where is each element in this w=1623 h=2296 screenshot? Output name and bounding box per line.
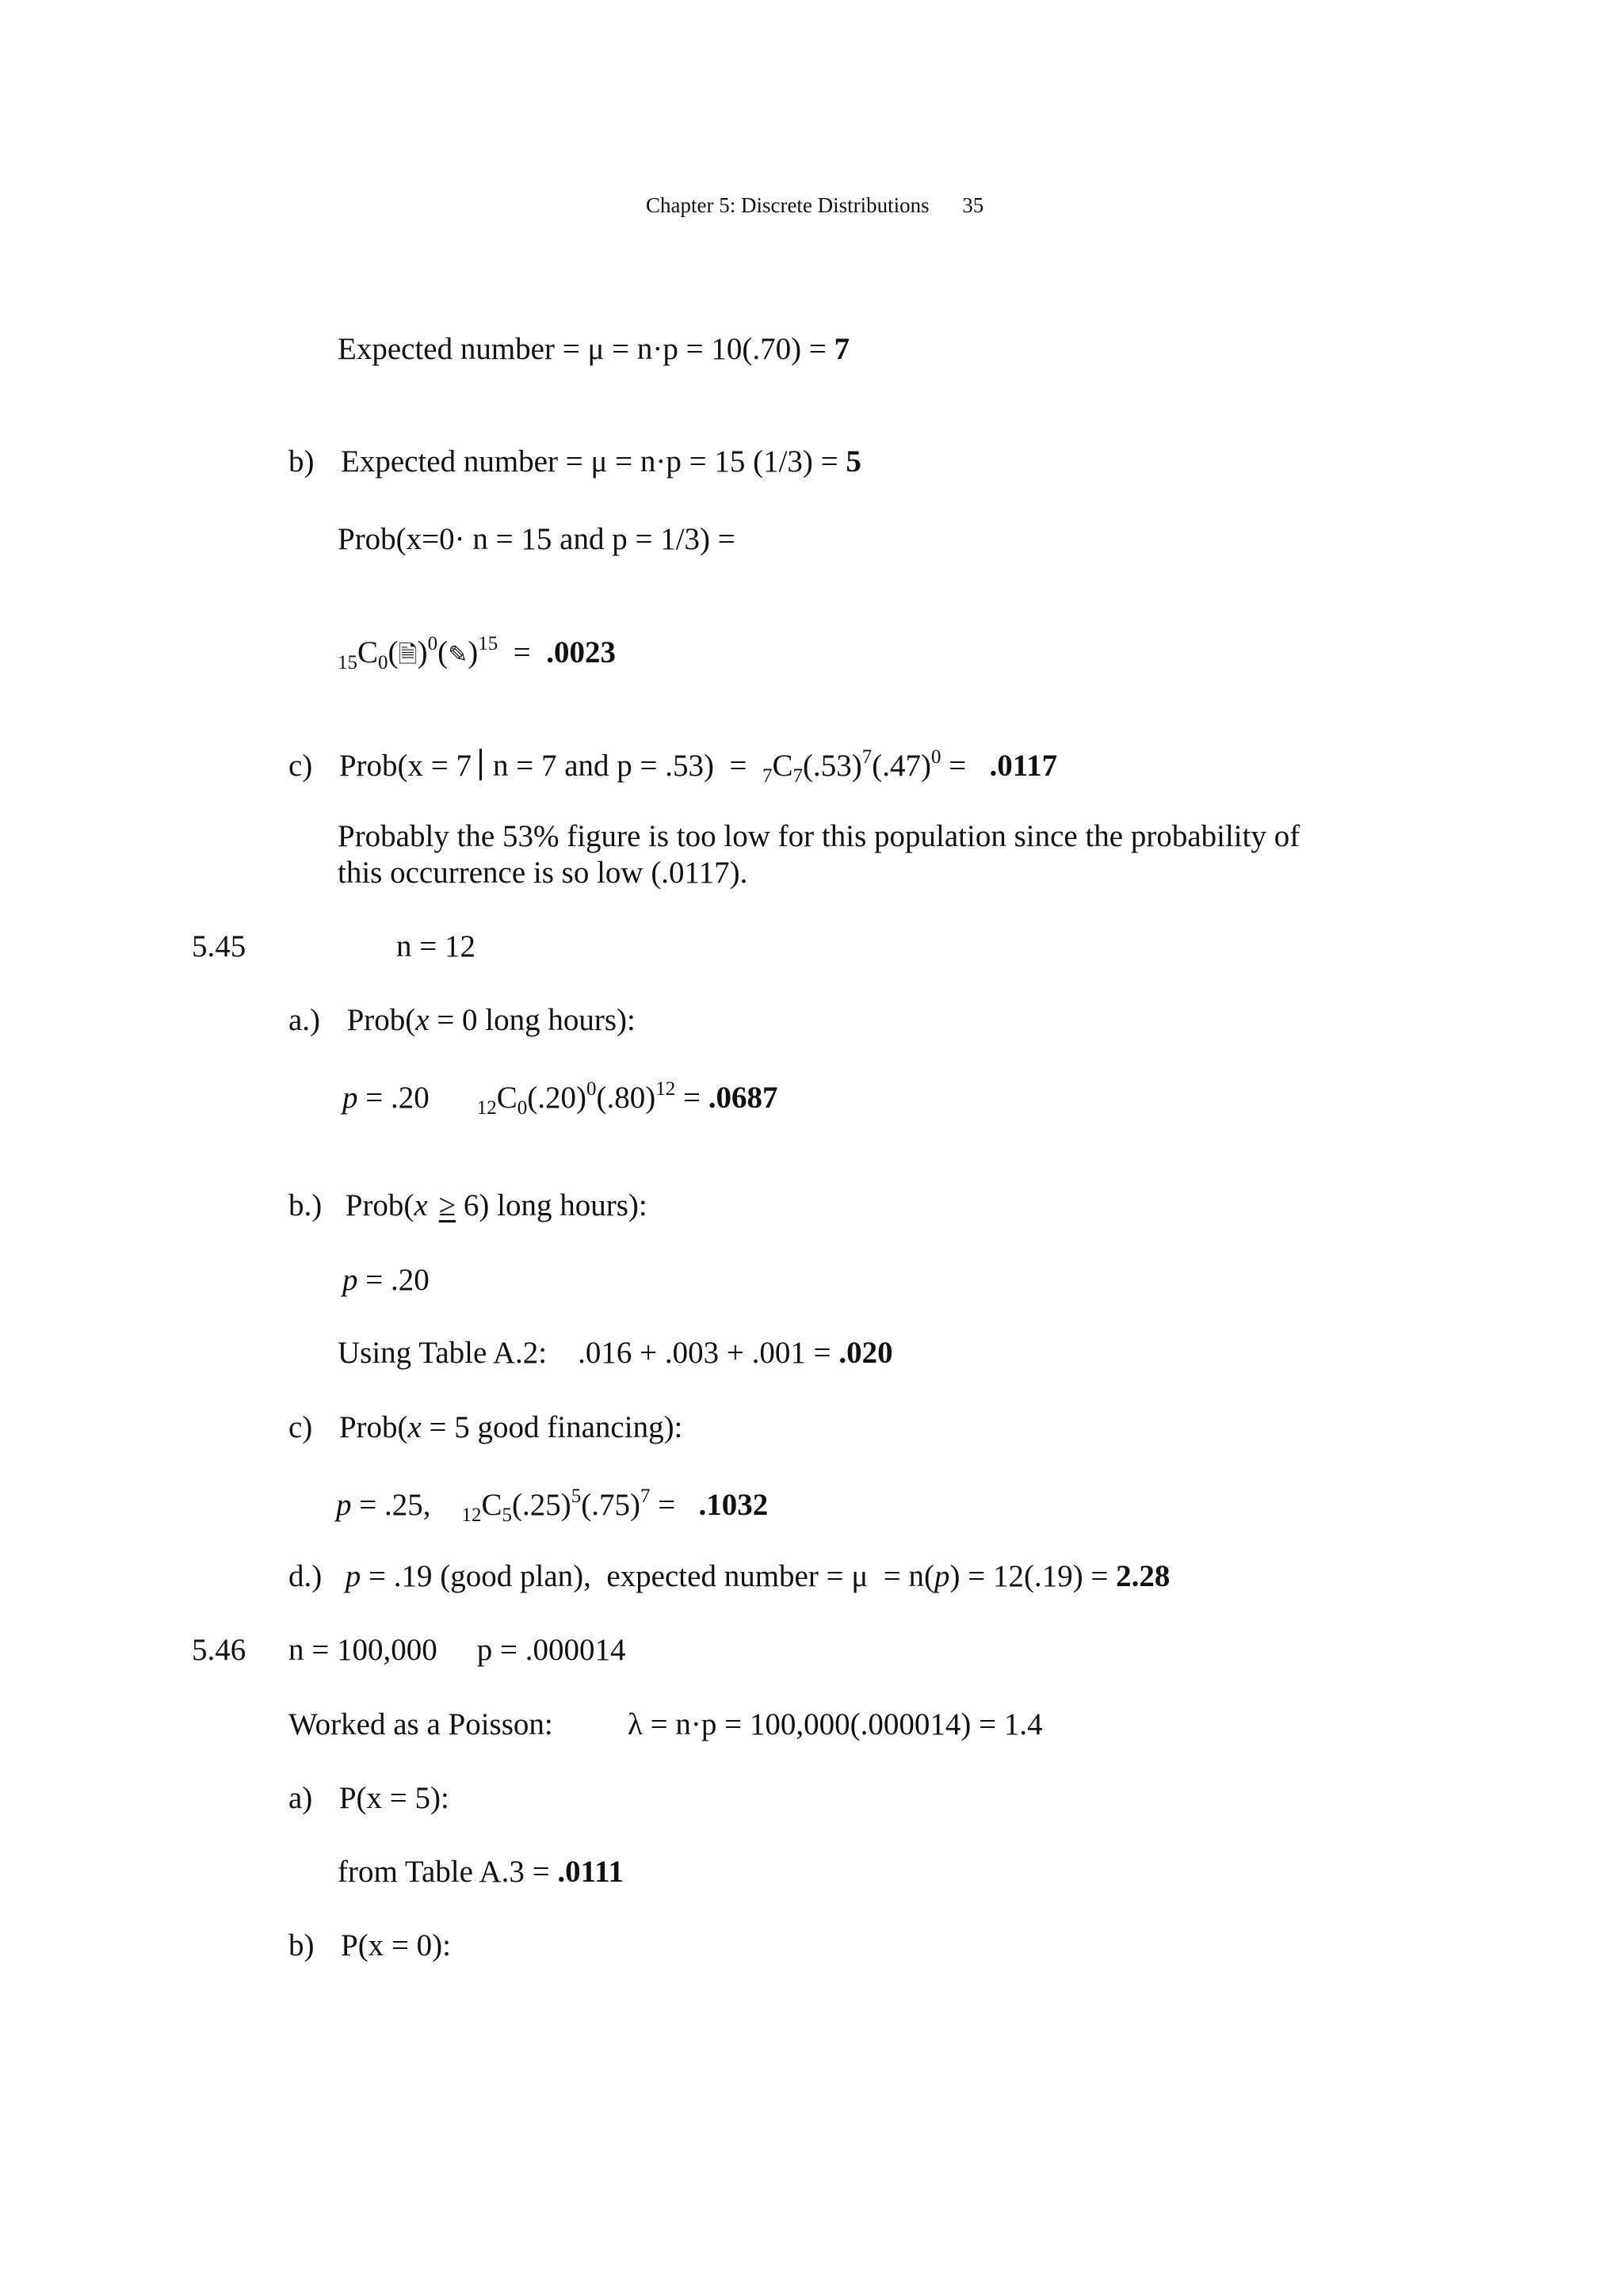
part-b-expected-line bbox=[288, 446, 861, 477]
exponent: 0 bbox=[931, 746, 941, 768]
variable: p bbox=[342, 1263, 358, 1297]
part-b-line bbox=[288, 1190, 647, 1221]
problem-number bbox=[192, 931, 246, 962]
part-label: b) bbox=[288, 1928, 315, 1962]
part-d-line bbox=[288, 1561, 1170, 1592]
exponent: 7 bbox=[640, 1486, 651, 1507]
formula-text: ) = 12(.19) = bbox=[949, 1559, 1117, 1593]
chapter-title: Chapter 5: Discrete Distributions bbox=[646, 193, 930, 217]
part-c2-line bbox=[288, 1412, 682, 1443]
answer: 5 bbox=[846, 444, 861, 479]
factor: (.53) bbox=[803, 749, 862, 783]
problem-params bbox=[288, 1634, 626, 1665]
comb-n: 15 bbox=[338, 652, 357, 673]
answer: .0117 bbox=[989, 749, 1058, 783]
page-number: 35 bbox=[962, 193, 984, 217]
explanation-line-2 bbox=[338, 857, 747, 888]
formula-text: P(x = 5): bbox=[338, 1781, 449, 1815]
formula-text: = .19 (good plan), expected number = μ = n( bbox=[361, 1559, 934, 1593]
formula-text: Expected number = μ = n·p = 15 (1/3) = bbox=[341, 444, 846, 479]
document-icon: 🗎 bbox=[398, 641, 418, 669]
combination-line bbox=[338, 634, 616, 673]
part-label: c) bbox=[288, 749, 313, 783]
exponent: 12 bbox=[655, 1078, 676, 1100]
paragraph-text: Probably the 53% figure is too low for this population since the probability of bbox=[338, 819, 1300, 853]
answer: .0023 bbox=[546, 635, 617, 669]
paren: ( bbox=[388, 635, 399, 669]
formula-text: Prob( bbox=[346, 1003, 416, 1037]
formula-text: = .20 bbox=[357, 1081, 430, 1115]
equals: = bbox=[498, 635, 547, 669]
answer: 2.28 bbox=[1116, 1559, 1170, 1593]
prob-statement bbox=[338, 524, 735, 555]
factor: (.20) bbox=[527, 1081, 586, 1115]
factor: (.47) bbox=[872, 749, 931, 783]
formula-text: = .20 bbox=[357, 1263, 430, 1297]
part-a-line bbox=[288, 1005, 636, 1035]
formula-text: n = 12 bbox=[396, 929, 475, 963]
expected-number-line bbox=[338, 334, 850, 364]
equals: = bbox=[941, 749, 990, 783]
part-b2-line bbox=[288, 1930, 451, 1961]
comb-c: C bbox=[481, 1488, 502, 1522]
page-header bbox=[646, 195, 983, 216]
formula-text: Prob(x = 7 bbox=[338, 749, 472, 783]
comb-k: 5 bbox=[502, 1505, 513, 1526]
comb-k: 0 bbox=[378, 652, 388, 673]
exponent: 7 bbox=[861, 746, 873, 768]
formula-text: Using Table A.2: .016 + .003 + .001 = bbox=[338, 1336, 839, 1370]
answer: .1032 bbox=[698, 1488, 769, 1522]
variable: x bbox=[414, 1188, 428, 1222]
formula-text: P(x = 0): bbox=[341, 1928, 451, 1962]
comb-n: 7 bbox=[762, 765, 773, 787]
problem-number-text: 5.45 bbox=[192, 929, 246, 963]
ge-symbol: ≥ bbox=[438, 1188, 456, 1222]
part-a2-line bbox=[288, 1783, 449, 1814]
poisson-lambda bbox=[628, 1709, 1043, 1740]
formula-text: 6) long hours): bbox=[456, 1188, 647, 1222]
problem-number-text: 5.46 bbox=[192, 1633, 246, 1667]
answer: .020 bbox=[838, 1336, 893, 1370]
comb-c: C bbox=[357, 635, 379, 669]
formula-text: Prob( bbox=[345, 1188, 414, 1222]
paren: ) bbox=[417, 635, 428, 669]
factor: (.25) bbox=[512, 1488, 571, 1522]
paren: ( bbox=[437, 635, 449, 669]
answer: .0687 bbox=[708, 1081, 778, 1115]
exponent: 0 bbox=[427, 633, 438, 654]
part-label: b.) bbox=[288, 1188, 323, 1222]
formula-text: λ = n·p = 100,000(.000014) = 1.4 bbox=[628, 1707, 1043, 1741]
problem-number bbox=[192, 1634, 246, 1665]
comb-k: 7 bbox=[792, 765, 804, 787]
comb-n: 12 bbox=[476, 1097, 497, 1119]
comb-n: 12 bbox=[461, 1505, 482, 1526]
exponent: 0 bbox=[586, 1078, 597, 1100]
given-bar bbox=[479, 749, 482, 780]
formula-text: = 0 long hours): bbox=[429, 1003, 636, 1037]
variable: p bbox=[345, 1559, 361, 1593]
equals: = bbox=[675, 1081, 708, 1115]
formula-text: n = 100,000 bbox=[288, 1633, 437, 1667]
explanation-line-1 bbox=[338, 821, 1300, 852]
comb-c: C bbox=[772, 749, 793, 783]
formula-text: Prob(x=0· n = 15 and p = 1/3) = bbox=[338, 522, 735, 556]
variable: p bbox=[934, 1559, 950, 1593]
part-a2-calc bbox=[338, 1856, 624, 1887]
comb-c: C bbox=[496, 1081, 517, 1115]
formula-text: from Table A.3 = bbox=[338, 1855, 558, 1889]
part-c-line bbox=[288, 747, 1057, 786]
factor: (.80) bbox=[596, 1081, 656, 1115]
poisson-label bbox=[288, 1709, 553, 1740]
formula-text: = .25, bbox=[351, 1488, 462, 1522]
variable: x bbox=[407, 1410, 422, 1444]
variable: p bbox=[342, 1081, 358, 1115]
part-a-calc bbox=[342, 1079, 777, 1118]
paragraph-text: this occurrence is so low (.0117). bbox=[338, 856, 748, 890]
answer: 7 bbox=[834, 332, 850, 366]
part-label: b) bbox=[288, 444, 315, 479]
formula-text: = 5 good financing): bbox=[421, 1410, 683, 1444]
problem-n bbox=[396, 931, 475, 962]
part-c2-calc bbox=[336, 1486, 768, 1525]
pencil-icon: ✎ bbox=[448, 641, 468, 669]
part-b-calc bbox=[338, 1337, 893, 1368]
comb-k: 0 bbox=[517, 1097, 528, 1119]
formula-text: p = .000014 bbox=[476, 1633, 626, 1667]
part-label: a.) bbox=[288, 1003, 321, 1037]
variable: p bbox=[336, 1488, 352, 1522]
formula-text: Expected number = μ = n·p = 10(.70) = bbox=[338, 332, 834, 366]
formula-text: n = 7 and p = .53) = bbox=[492, 749, 763, 783]
paren: ) bbox=[468, 635, 479, 669]
formula-text: Worked as a Poisson: bbox=[288, 1707, 553, 1741]
exponent: 5 bbox=[571, 1486, 582, 1507]
part-label: c) bbox=[288, 1410, 313, 1444]
exponent: 15 bbox=[478, 633, 498, 654]
equals: = bbox=[650, 1488, 699, 1522]
variable: x bbox=[415, 1003, 430, 1037]
part-label: a) bbox=[288, 1781, 313, 1815]
part-label: d.) bbox=[288, 1559, 323, 1593]
formula-text: Prob( bbox=[338, 1410, 408, 1444]
part-b-p bbox=[342, 1264, 430, 1295]
factor: (.75) bbox=[581, 1488, 640, 1522]
answer: .0111 bbox=[557, 1855, 624, 1889]
